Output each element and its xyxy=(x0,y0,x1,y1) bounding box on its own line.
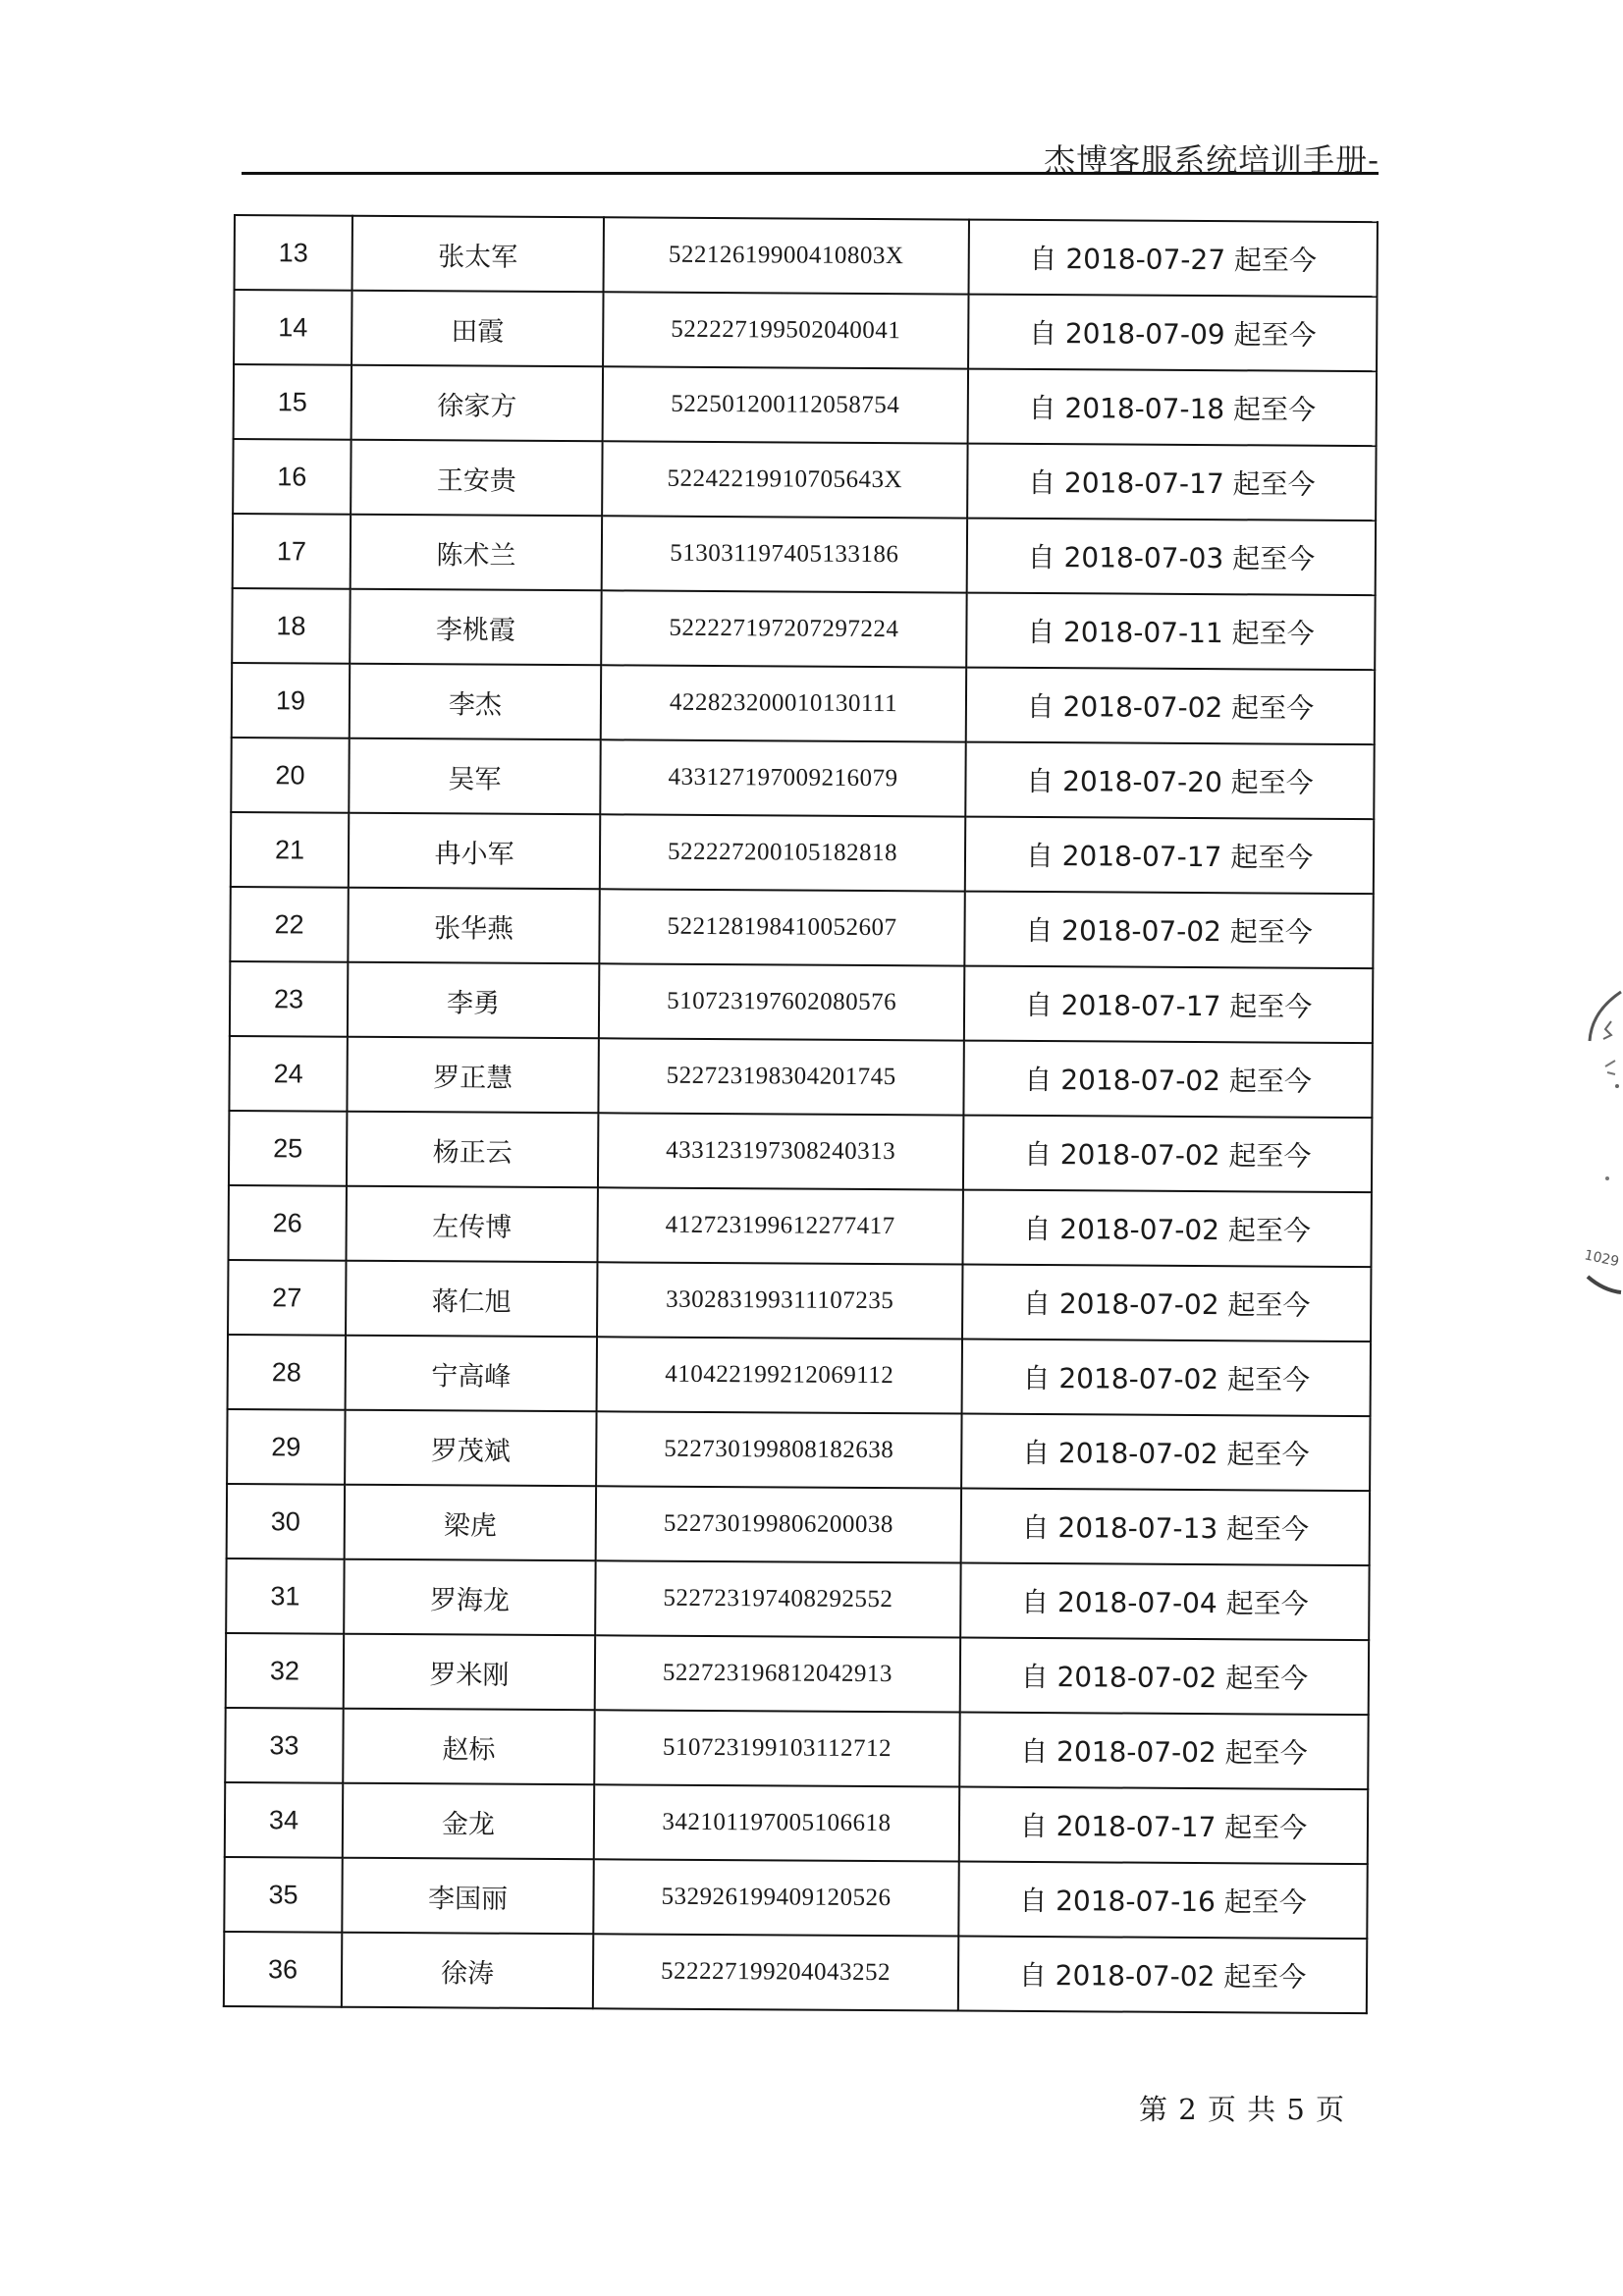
name-cell: 李勇 xyxy=(348,962,599,1039)
id-number-cell: 522723196812042913 xyxy=(595,1635,960,1712)
table-row xyxy=(224,1932,1367,2013)
employment-period-cell: 自 2018-07-20 起至今 xyxy=(965,742,1374,820)
row-number-cell: 21 xyxy=(231,812,349,888)
employment-period-cell: 自 2018-07-03 起至今 xyxy=(967,519,1376,596)
employment-period-cell: 自 2018-07-02 起至今 xyxy=(966,668,1375,745)
document-header-title: 杰博客服系统培训手册- xyxy=(1044,141,1380,179)
table-row xyxy=(232,663,1375,744)
id-number-cell: 52212619900410803X xyxy=(604,217,969,294)
employment-period-cell: 自 2018-07-02 起至今 xyxy=(962,1190,1371,1268)
name-cell: 吴军 xyxy=(349,738,600,815)
employment-period-cell: 自 2018-07-17 起至今 xyxy=(965,817,1374,895)
id-number-cell: 510723197602080576 xyxy=(599,963,964,1040)
id-number-cell: 522227199502040041 xyxy=(603,292,968,368)
row-number-cell: 18 xyxy=(232,588,350,664)
roster-table-container xyxy=(223,214,1379,2014)
row-number-cell: 25 xyxy=(229,1111,347,1186)
name-cell: 徐涛 xyxy=(342,1933,593,2009)
row-number-cell: 22 xyxy=(230,887,348,962)
id-number-cell: 522730199808182638 xyxy=(596,1411,961,1488)
name-cell: 左传博 xyxy=(346,1186,597,1263)
name-cell: 罗正慧 xyxy=(347,1037,598,1114)
svg-text:1029: 1029 xyxy=(1583,1247,1621,1271)
name-cell: 张华燕 xyxy=(348,888,599,964)
table-row xyxy=(233,439,1376,520)
employment-period-cell: 自 2018-07-02 起至今 xyxy=(958,1937,1367,2014)
id-number-cell: 522227199204043252 xyxy=(593,1934,958,2010)
name-cell: 罗茂斌 xyxy=(345,1410,596,1487)
table-row xyxy=(228,1185,1371,1267)
row-number-cell: 34 xyxy=(225,1782,343,1858)
table-row xyxy=(226,1633,1369,1715)
roster-table-body xyxy=(224,215,1378,2013)
row-number-cell: 32 xyxy=(226,1633,344,1709)
roster-table xyxy=(223,214,1379,2014)
employment-period-cell: 自 2018-07-09 起至今 xyxy=(968,295,1377,372)
employment-period-cell: 自 2018-07-17 起至今 xyxy=(967,444,1376,521)
name-cell: 李杰 xyxy=(350,664,601,740)
row-number-cell: 13 xyxy=(235,215,352,291)
id-number-cell: 410422199212069112 xyxy=(597,1337,962,1413)
name-cell: 杨正云 xyxy=(347,1112,598,1188)
employment-period-cell: 自 2018-07-02 起至今 xyxy=(960,1638,1369,1716)
table-row xyxy=(230,887,1373,968)
employment-period-cell: 自 2018-07-17 起至今 xyxy=(959,1787,1368,1865)
name-cell: 赵标 xyxy=(343,1709,594,1785)
id-number-cell: 522227200105182818 xyxy=(600,814,965,891)
row-number-cell: 35 xyxy=(224,1857,342,1933)
employment-period-cell: 自 2018-07-02 起至今 xyxy=(963,1041,1372,1119)
name-cell: 冉小军 xyxy=(349,813,600,890)
name-cell: 宁高峰 xyxy=(346,1336,597,1412)
name-cell: 陈术兰 xyxy=(351,515,602,591)
row-number-cell: 26 xyxy=(228,1185,346,1261)
name-cell: 王安贵 xyxy=(351,440,602,517)
table-row xyxy=(225,1708,1368,1789)
table-row xyxy=(233,514,1376,595)
employment-period-cell: 自 2018-07-17 起至今 xyxy=(964,966,1373,1044)
row-number-cell: 31 xyxy=(226,1558,344,1634)
id-number-cell: 532926199409120526 xyxy=(593,1859,958,1936)
row-number-cell: 29 xyxy=(227,1409,345,1485)
row-number-cell: 23 xyxy=(230,961,348,1037)
name-cell: 金龙 xyxy=(343,1783,594,1860)
id-number-cell: 433123197308240313 xyxy=(598,1113,963,1189)
name-cell: 蒋仁旭 xyxy=(346,1261,597,1338)
name-cell: 李国丽 xyxy=(342,1858,593,1935)
employment-period-cell: 自 2018-07-04 起至今 xyxy=(960,1563,1369,1641)
header-rule xyxy=(242,172,1379,175)
row-number-cell: 27 xyxy=(228,1260,346,1336)
table-row xyxy=(231,812,1374,894)
employment-period-cell: 自 2018-07-16 起至今 xyxy=(958,1862,1367,1940)
id-number-cell: 522128198410052607 xyxy=(599,889,964,965)
row-number-cell: 15 xyxy=(234,364,352,440)
row-number-cell: 19 xyxy=(232,663,350,738)
table-row xyxy=(234,364,1377,446)
id-number-cell: 522227197207297224 xyxy=(601,590,966,667)
table-row xyxy=(225,1782,1368,1864)
row-number-cell: 30 xyxy=(227,1484,345,1559)
employment-period-cell: 自 2018-07-02 起至今 xyxy=(963,1116,1372,1193)
row-number-cell: 20 xyxy=(231,738,349,813)
row-number-cell: 33 xyxy=(225,1708,343,1783)
employment-period-cell: 自 2018-07-27 起至今 xyxy=(969,220,1378,298)
id-number-cell: 412723199612277417 xyxy=(597,1187,962,1264)
employment-period-cell: 自 2018-07-02 起至今 xyxy=(964,892,1373,969)
id-number-cell: 433127197009216079 xyxy=(600,739,965,816)
id-number-cell: 522730199806200038 xyxy=(596,1486,961,1562)
row-number-cell: 17 xyxy=(233,514,351,589)
name-cell: 罗海龙 xyxy=(344,1559,595,1636)
table-row xyxy=(230,961,1373,1043)
table-row xyxy=(231,738,1374,819)
table-row xyxy=(229,1111,1372,1192)
name-cell: 罗米刚 xyxy=(344,1634,595,1711)
row-number-cell: 36 xyxy=(224,1932,342,2007)
name-cell: 张太军 xyxy=(352,216,604,293)
table-row xyxy=(235,215,1378,297)
id-number-cell: 330283199311107235 xyxy=(597,1262,962,1339)
name-cell: 田霞 xyxy=(352,291,603,367)
row-number-cell: 14 xyxy=(234,290,352,365)
table-row xyxy=(229,1036,1372,1118)
employment-period-cell: 自 2018-07-02 起至今 xyxy=(959,1713,1368,1790)
table-row xyxy=(227,1484,1370,1565)
employment-period-cell: 自 2018-07-02 起至今 xyxy=(962,1339,1371,1417)
row-number-cell: 28 xyxy=(228,1335,346,1410)
table-row xyxy=(224,1857,1367,1939)
id-number-cell: 513031197405133186 xyxy=(602,516,967,592)
row-number-cell: 16 xyxy=(233,439,351,515)
table-row xyxy=(234,290,1377,371)
id-number-cell: 52242219910705643X xyxy=(602,441,967,518)
table-row xyxy=(232,588,1375,670)
employment-period-cell: 自 2018-07-13 起至今 xyxy=(961,1489,1370,1566)
table-row xyxy=(228,1335,1371,1416)
id-number-cell: 522723198304201745 xyxy=(598,1038,963,1115)
employment-period-cell: 自 2018-07-02 起至今 xyxy=(962,1265,1371,1342)
id-number-cell: 522501200112058754 xyxy=(603,366,968,443)
page-number-footer: 第 2 页 共 5 页 xyxy=(1139,2093,1345,2126)
id-number-cell: 342101197005106618 xyxy=(594,1784,959,1861)
name-cell: 梁虎 xyxy=(345,1485,596,1561)
name-cell: 徐家方 xyxy=(352,365,603,442)
partial-seal-stamp xyxy=(1582,982,1623,1306)
table-row xyxy=(226,1558,1369,1640)
row-number-cell: 24 xyxy=(229,1036,347,1112)
id-number-cell: 522723197408292552 xyxy=(595,1560,960,1637)
table-row xyxy=(227,1409,1370,1491)
id-number-cell: 422823200010130111 xyxy=(601,665,966,741)
employment-period-cell: 自 2018-07-18 起至今 xyxy=(968,369,1377,447)
table-row xyxy=(228,1260,1371,1341)
id-number-cell: 510723199103112712 xyxy=(594,1710,959,1786)
employment-period-cell: 自 2018-07-02 起至今 xyxy=(961,1414,1370,1492)
employment-period-cell: 自 2018-07-11 起至今 xyxy=(966,593,1375,671)
name-cell: 李桃霞 xyxy=(350,589,601,666)
